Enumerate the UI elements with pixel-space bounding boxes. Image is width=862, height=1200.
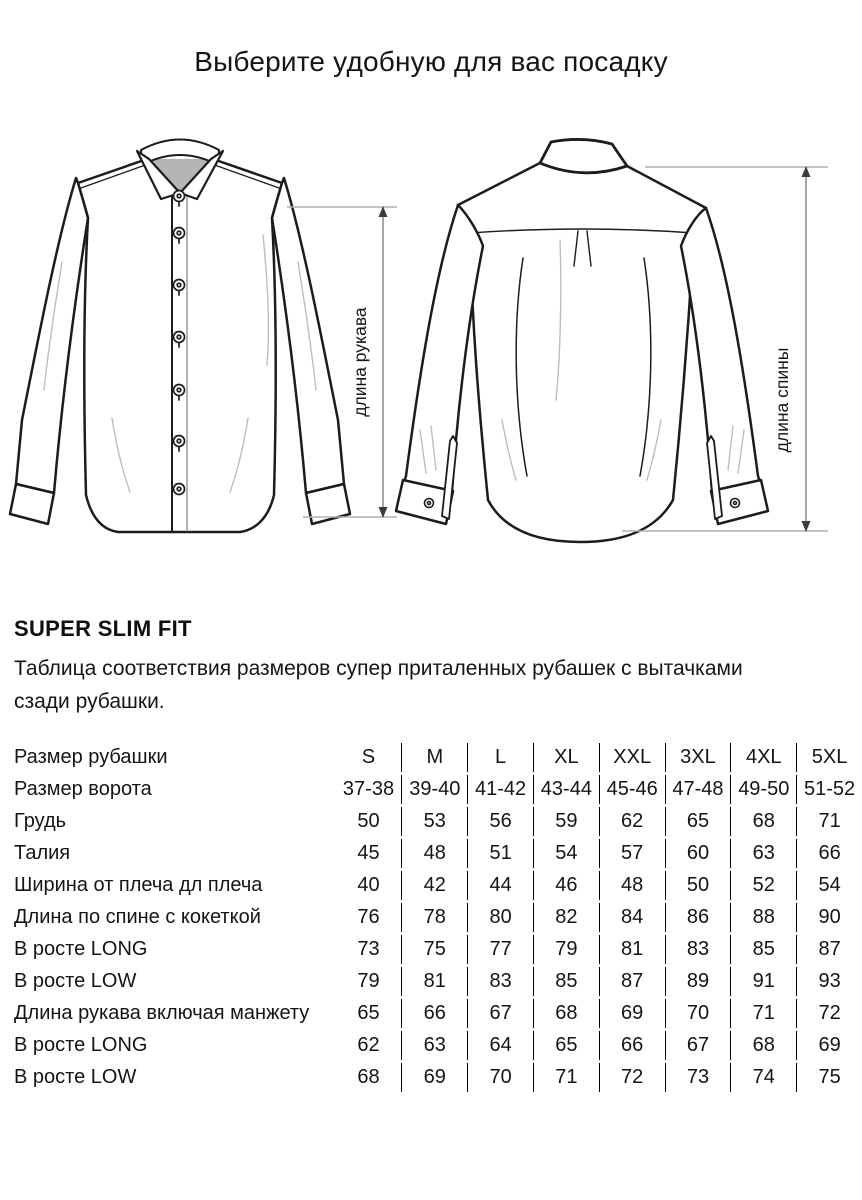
row-label: Размер рубашки [14, 746, 168, 768]
size-value: 62 [599, 807, 665, 836]
row-label: Ширина от плеча дл плеча [14, 874, 263, 896]
size-value: 45-46 [599, 775, 665, 804]
size-value: 51 [467, 839, 533, 868]
size-value: 49-50 [730, 775, 796, 804]
row-label: Грудь [14, 810, 67, 832]
size-value: 72 [796, 999, 862, 1028]
size-value: 85 [533, 967, 599, 996]
size-value: 41-42 [467, 775, 533, 804]
fit-description-line2: сзади рубашки. [14, 690, 165, 713]
size-value: M [401, 743, 467, 772]
table-row [14, 743, 862, 772]
size-value: 90 [796, 903, 862, 932]
size-value: 86 [665, 903, 731, 932]
size-value: 63 [401, 1031, 467, 1060]
size-value: 68 [730, 1031, 796, 1060]
size-value: 87 [599, 967, 665, 996]
size-value: 48 [401, 839, 467, 868]
size-value: 5XL [796, 743, 862, 772]
size-value: 68 [730, 807, 796, 836]
shirt-figures [0, 95, 862, 610]
table-row [14, 967, 862, 996]
size-value: 75 [401, 935, 467, 964]
size-value: 74 [730, 1063, 796, 1092]
fit-heading: SUPER SLIM FIT [14, 616, 192, 641]
size-value: 67 [665, 1031, 731, 1060]
row-label: В росте LONG [14, 1034, 148, 1056]
row-label: Длина рукава включая манжету [14, 1002, 310, 1024]
size-value: 66 [401, 999, 467, 1028]
table-row [14, 1031, 862, 1060]
table-row [14, 775, 862, 804]
size-value: 50 [357, 810, 380, 832]
size-value: 68 [357, 1066, 380, 1088]
size-value: 50 [665, 871, 731, 900]
table-row [14, 903, 862, 932]
size-value: 56 [467, 807, 533, 836]
table-row [14, 999, 862, 1028]
fit-description-line1: Таблица соответствия размеров супер приталенных рубашек с вытачками [14, 657, 743, 680]
size-value: 4XL [730, 743, 796, 772]
size-value: 71 [533, 1063, 599, 1092]
page-title: Выберите удобную для вас посадку [194, 46, 668, 77]
size-value: 48 [599, 871, 665, 900]
size-value: XXL [599, 743, 665, 772]
size-value: 75 [796, 1063, 862, 1092]
size-value: 73 [357, 938, 380, 960]
size-value: 79 [533, 935, 599, 964]
size-value: 80 [467, 903, 533, 932]
size-value: 54 [796, 871, 862, 900]
size-value: 87 [796, 935, 862, 964]
row-label: В росте LONG [14, 938, 148, 960]
size-value: 62 [357, 1034, 380, 1056]
shirt-back-drawing [396, 139, 768, 542]
size-value: 71 [796, 807, 862, 836]
size-value: 71 [730, 999, 796, 1028]
size-value: 81 [401, 967, 467, 996]
size-value: 54 [533, 839, 599, 868]
table-row [14, 1063, 862, 1092]
size-value: 65 [665, 807, 731, 836]
size-value: 83 [467, 967, 533, 996]
size-value: 60 [665, 839, 731, 868]
size-value: 84 [599, 903, 665, 932]
size-value: 42 [401, 871, 467, 900]
size-table-body [14, 743, 862, 1092]
row-label: В росте LOW [14, 970, 137, 992]
size-value: 79 [357, 970, 380, 992]
size-value: 78 [401, 903, 467, 932]
table-row [14, 935, 862, 964]
size-value: 70 [665, 999, 731, 1028]
size-table [14, 740, 862, 1095]
size-value: 66 [599, 1031, 665, 1060]
size-value: 76 [357, 906, 380, 928]
size-value: 59 [533, 807, 599, 836]
size-value: 65 [357, 1002, 380, 1024]
size-value: 44 [467, 871, 533, 900]
size-value: 40 [357, 874, 380, 896]
size-value: 52 [730, 871, 796, 900]
size-value: 3XL [665, 743, 731, 772]
size-value: 51-52 [796, 775, 862, 804]
shirt-front-drawing [10, 140, 350, 533]
size-value: 67 [467, 999, 533, 1028]
size-value: 88 [730, 903, 796, 932]
size-value: 82 [533, 903, 599, 932]
size-value: 64 [467, 1031, 533, 1060]
size-value: 57 [599, 839, 665, 868]
size-value: 68 [533, 999, 599, 1028]
size-value: 47-48 [665, 775, 731, 804]
size-value: 37-38 [342, 778, 395, 800]
back-length-label: длина спины [772, 347, 792, 453]
row-label: В росте LOW [14, 1066, 137, 1088]
size-value: 39-40 [401, 775, 467, 804]
row-label: Длина по спине с кокеткой [14, 906, 261, 928]
size-value: L [467, 743, 533, 772]
table-row [14, 807, 862, 836]
size-value: 93 [796, 967, 862, 996]
row-label: Размер ворота [14, 778, 152, 800]
size-value: 66 [796, 839, 862, 868]
size-value: 72 [599, 1063, 665, 1092]
table-row [14, 839, 862, 868]
size-value: S [361, 746, 376, 768]
size-value: XL [533, 743, 599, 772]
size-value: 43-44 [533, 775, 599, 804]
size-value: 77 [467, 935, 533, 964]
fit-description [14, 652, 743, 718]
size-value: 45 [357, 842, 380, 864]
size-value: 91 [730, 967, 796, 996]
size-value: 70 [467, 1063, 533, 1092]
size-value: 53 [401, 807, 467, 836]
size-value: 65 [533, 1031, 599, 1060]
size-value: 89 [665, 967, 731, 996]
sleeve-length-label: длина рукава [350, 307, 370, 417]
size-value: 63 [730, 839, 796, 868]
size-value: 83 [665, 935, 731, 964]
row-label: Талия [14, 842, 71, 864]
size-value: 73 [665, 1063, 731, 1092]
size-value: 69 [401, 1063, 467, 1092]
size-value: 69 [796, 1031, 862, 1060]
table-row [14, 871, 862, 900]
size-value: 46 [533, 871, 599, 900]
size-value: 81 [599, 935, 665, 964]
size-value: 69 [599, 999, 665, 1028]
size-value: 85 [730, 935, 796, 964]
